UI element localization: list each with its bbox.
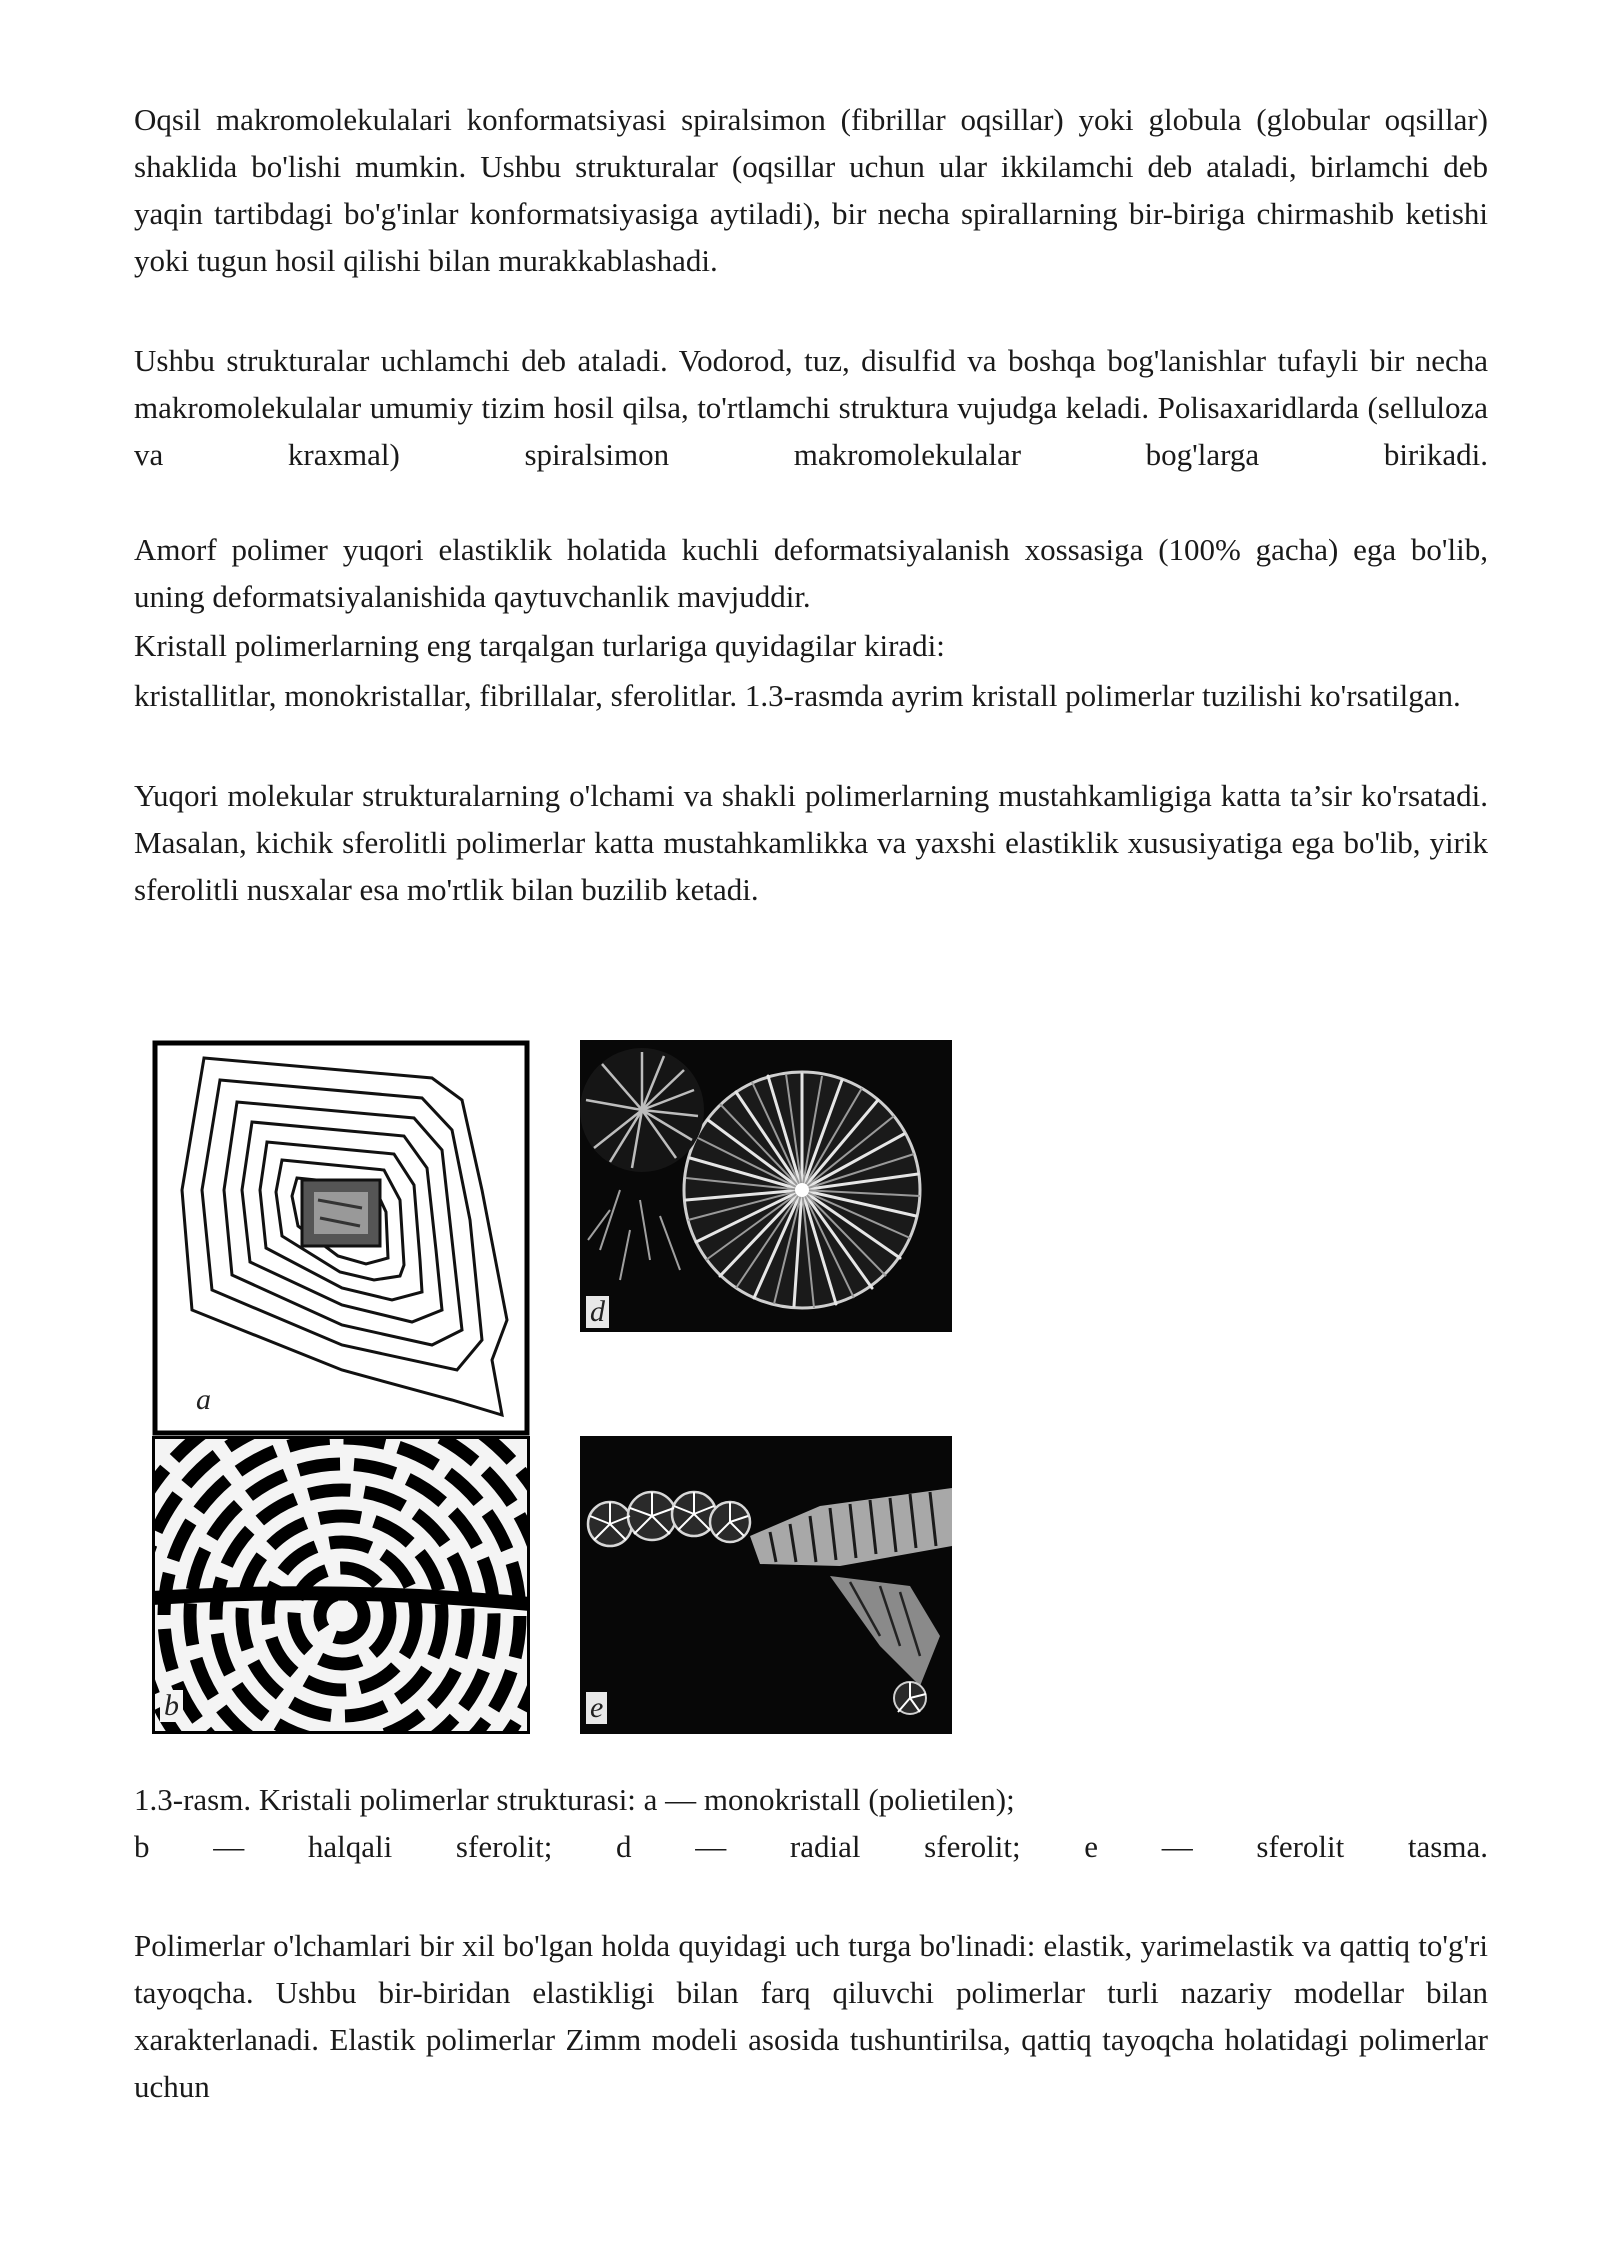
paragraph-protein-conformation: Oqsil makromolekulalari konformatsiyasi spiralsimon (fibrillar oqsillar) yoki globula (globular oqsillar) shaklida bo'lishi mumkin. Ushbu strukturalar (oqsillar uchun ular ikkilamchi deb ataladi, birlamchi deb yaqin tartibdagi bo'g'inlar konformatsiyasiga aytiladi), bir necha spirallarning bir-biriga chirmashib ketishi yoki tugun hosil qilishi bilan murakkablashadi. <box>134 102 1488 278</box>
figure-a-monocrystal-image <box>152 1040 530 1436</box>
figure-caption-line-2: b — halqali sferolit; d — radial sferolit; e — sferolit tasma. <box>134 1829 1488 1864</box>
paragraph-polymer-models: Polimerlar o'lchamlari bir xil bo'lgan holda quyidagi uch turga bo'linadi: elastik, yarimelastik va qattiq to'g'ri tayoqcha. Ushbu bir-biridan elastikligi bilan farq qiluvchi polimerlar turli nazariy modellar bilan xarakterlanadi. Elastik polimerlar Zimm modeli asosida tushuntirilsa, qattiq tayoqcha holatidagi polimerlar uchun <box>134 1928 1488 2104</box>
figure-b-label: b <box>160 1690 183 1722</box>
figure-d-label: d <box>586 1296 609 1328</box>
paragraph-supramolecular-structure: Yuqori molekular strukturalarning o'lchami va shakli polimerlarning mustahkamligiga katta ta’sir ko'rsatadi. Masalan, kichik sferolitli polimerlar katta mustahkamlikka va yaxshi elastiklik xususiyatiga ega bo'lib, yirik sferolitli nusxalar esa mo'rtlik bilan buzilib ketadi. <box>134 778 1488 907</box>
figure-caption-line-1: 1.3-rasm. Kristali polimerlar strukturasi: a — monokristall (polietilen); <box>134 1782 1015 1817</box>
paragraph-crystal-types-list: kristallitlar, monokristallar, fibrillalar, sferolitlar. 1.3-rasmda ayrim kristall polimerlar tuzilishi ko'rsatilgan. <box>134 678 1461 713</box>
figure-b-ringed-spherulite-image <box>152 1436 530 1734</box>
figure-caption <box>134 1776 1488 1870</box>
figure-e-spherulite-band-image <box>580 1436 952 1734</box>
paragraph-amorphous-polymer: Amorf polimer yuqori elastiklik holatida kuchli deformatsiyalanish xossasiga (100% gacha) ega bo'lib, uning deformatsiyalanishida qaytuvchanlik mavjuddir. <box>134 532 1488 614</box>
figure-e-label: e <box>586 1692 607 1724</box>
paragraph-tertiary-structure: Ushbu strukturalar uchlamchi deb ataladi. Vodorod, tuz, disulfid va boshqa bog'lanishlar tufayli bir necha makromolekulalar umumiy tizim hosil qilsa, to'rtlamchi struktura vujudga keladi. Polisaxaridlarda (selluloza va kraxmal) spiralsimon makromolekulalar bog'larga birikadi. <box>134 343 1488 472</box>
figure-a-label: a <box>192 1384 215 1416</box>
paragraph-crystal-types-intro: Kristall polimerlarning eng tarqalgan turlariga quyidagilar kiradi: <box>134 628 945 663</box>
figure-d-radial-spherulite-image <box>580 1040 952 1332</box>
